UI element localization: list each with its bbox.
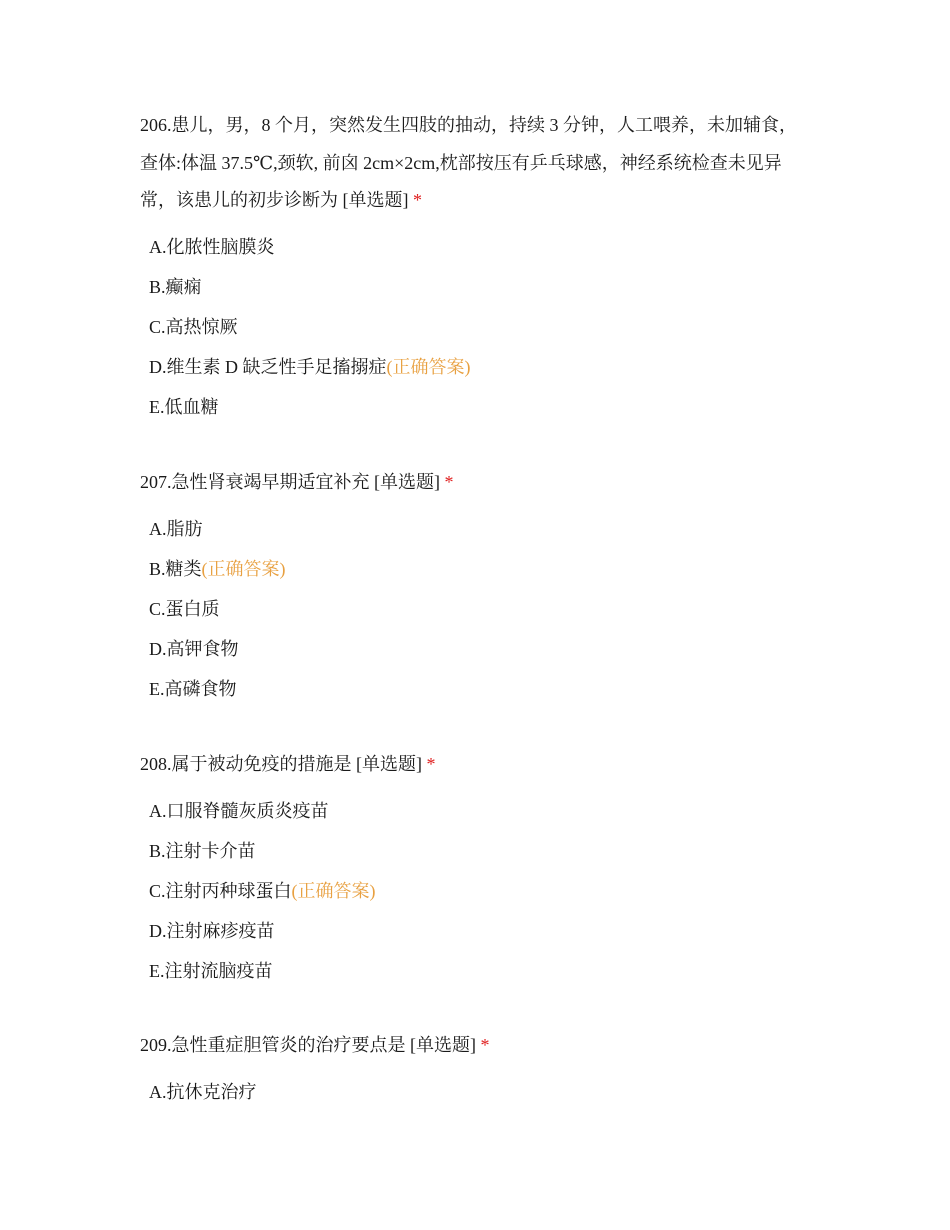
option-b: B.癫痫: [149, 276, 202, 297]
correct-answer-tag: (正确答案): [386, 356, 471, 377]
option-label: C.注射丙种球蛋白: [149, 880, 292, 901]
option-e: E.注射流脑疫苗: [149, 960, 273, 981]
question-206: [140, 107, 810, 427]
option-d: [149, 347, 810, 387]
option-e: E.低血糖: [149, 396, 219, 417]
option-b: B.注射卡介苗: [149, 840, 256, 861]
correct-answer-tag: (正确答案): [291, 880, 376, 901]
option-d: D.注射麻疹疫苗: [149, 920, 275, 941]
question-text: 209.急性重症胆管炎的治疗要点是 [单选题] *: [140, 1035, 490, 1055]
option-list: [149, 791, 810, 991]
required-mark: *: [413, 190, 422, 210]
option-b: [149, 549, 810, 589]
option-d: D.高钾食物: [149, 638, 239, 659]
option-list: [149, 227, 810, 427]
option-list: [149, 1072, 810, 1112]
correct-answer-tag: (正确答案): [201, 558, 286, 579]
required-mark: *: [426, 754, 436, 774]
question-208: [140, 746, 810, 991]
option-e: E.高磷食物: [149, 678, 237, 699]
option-label: B.糖类: [149, 558, 202, 579]
question-text: 206.患儿，男，8 个月，突然发生四肢的抽动，持续 3 分钟，人工喂养，未加辅食，查体:体温 37.5℃,颈软, 前囟 2cm×2cm,枕部按压有乒乓球感，神经系统检查未见异常，该患儿的初步诊断为 [单选题] *: [140, 115, 797, 210]
option-a: A.脂肪: [149, 518, 203, 539]
option-label: D.维生素 D 缺乏性手足搐搦症: [149, 356, 387, 377]
question-text: 207.急性肾衰竭早期适宜补充 [单选题] *: [140, 472, 454, 492]
option-c: C.蛋白质: [149, 598, 220, 619]
option-list: [149, 509, 810, 709]
option-c: C.高热惊厥: [149, 316, 238, 337]
question-text: 208.属于被动免疫的措施是 [单选题] *: [140, 754, 436, 774]
option-c: [149, 871, 810, 911]
option-a: A.化脓性脑膜炎: [149, 236, 275, 257]
option-a: A.口服脊髓灰质炎疫苗: [149, 800, 329, 821]
question-209: [140, 1027, 810, 1112]
option-a: A.抗休克治疗: [149, 1081, 257, 1102]
required-mark: *: [444, 472, 454, 492]
required-mark: *: [480, 1035, 490, 1055]
question-207: [140, 464, 810, 709]
